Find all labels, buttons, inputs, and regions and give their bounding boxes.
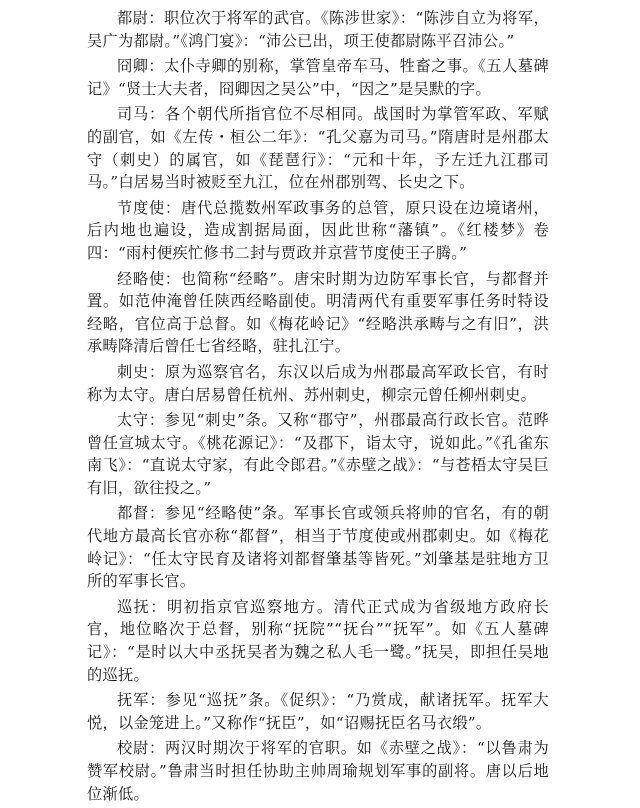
glossary-page (87, 7, 549, 808)
entry-duwei: 都尉：职位次于将军的武官。《陈涉世家》：“陈涉自立为将军，吴广为都尉。”《鸿门宴》：“沛公已出，项王使都尉陈平召沛公。” (87, 9, 549, 50)
entry-jiongqing: 冏卿：太仆寺卿的别称，掌管皇帝车马、牲畜之事。《五人墓碑记》“贤士大夫者，冏卿因之吴公”中，“因之”是吴默的字。 (87, 57, 549, 98)
entry-xiaowei: 校尉：两汉时期次于将军的官职。如《赤壁之战》：“以鲁肃为赞军校尉。”鲁肃当时担任协助主帅周瑜规划军事的副将。唐以后地位渐低。 (87, 739, 549, 803)
entry-dudu: 都督：参见“经略使”条。军事长官或领兵将帅的官名，有的朝代地方最高长官亦称“都督”，相当于节度使或州郡刺史。如《梅花岭记》：“任太守民育及诸将刘都督肇基等皆死。”刘肇基是驻地方卫所的军事长官。 (87, 504, 549, 591)
entry-jinglueshi: 经略使：也简称“经略”。唐宋时期为边防军事长官，与都督并置。如范仲淹曾任陕西经略副使。明清两代有重要军事任务时特设经略，官位高于总督。如《梅花岭记》“经略洪承畴与之有旧”，洪承畴降清后曾任七省经略，驻扎江宁。 (87, 269, 549, 356)
entry-cishi: 刺史：原为巡察官名，东汉以后成为州郡最高军政长官，有时称为太守。唐白居易曾任杭州、苏州刺史，柳宗元曾任柳州刺史。 (87, 362, 549, 404)
entry-taishou: 太守：参见“刺史”条。又称“郡守”，州郡最高行政长官。范晔曾任宣城太守。《桃花源记》：“及郡下，诣太守，说如此。”《孔雀东南飞》：“直说太守家，有此令郎君。”《赤壁之战》：“与苍梧太守吴巨有旧，欲往投之。” (87, 411, 549, 497)
entry-fujun: 抚军：参见“巡抚”条。《促织》：“乃赏成，献诸抚军。抚军大悦，以金笼进上。”又称作“抚臣”，如“诏赐抚臣名马衣缎”。 (87, 691, 549, 732)
entry-jiedushi: 节度使：唐代总揽数州军政事务的总管，原只设在边境诸州，后内地也遍设，造成割据局面，因此世称“藩镇”。《红楼梦》卷四：“雨村便疾忙修书二封与贾政并京营节度使王子腾。” (87, 198, 549, 262)
entry-sima: 司马：各个朝代所指官位不尽相同。战国时为掌管军政、军赋的副官，如《左传・桓公二年》：“孔父嘉为司马。”隋唐时是州郡太守（刺史）的属官，如《琵琶行》：“元和十年，予左迁九江郡司马。”白居易当时被贬至九江，位在州郡别驾、长史之下。 (87, 105, 549, 192)
entry-xunfu: 巡抚：明初指京官巡察地方。清代正式成为省级地方政府长官，地位略次于总督，别称“抚院”“抚台”“抚军”。如《五人墓碑记》：“是时以大中丞抚吴者为魏之私人毛一鹭。”抚吴，即担任吴地的巡抚。 (87, 597, 549, 684)
